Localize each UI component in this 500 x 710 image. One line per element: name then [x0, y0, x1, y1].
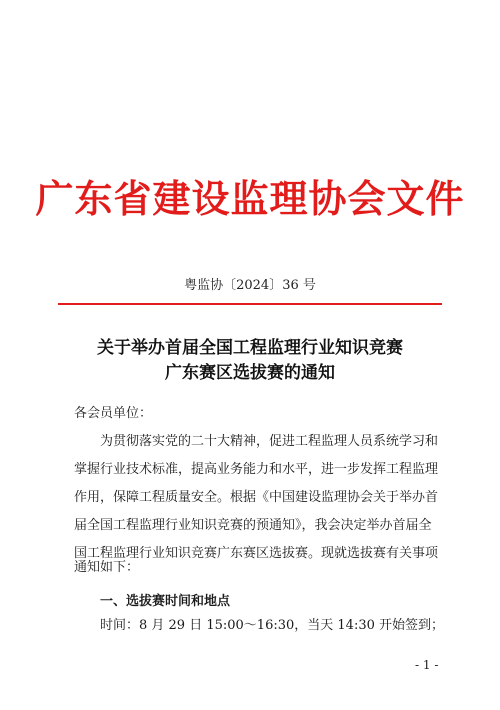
body-paragraph-line-1: 为贯彻落实党的二十大精神，促进工程监理人员系统学习和 — [100, 434, 439, 449]
body-paragraph-line-5: 国工程监理行业知识竞赛广东赛区选拔赛。现就选拔赛有关事项 — [74, 546, 439, 561]
body-paragraph-line-2: 掌握行业技术标准，提高业务能力和水平，进一步发挥工程监理 — [74, 462, 439, 477]
notice-title-line-1: 关于举办首届全国工程监理行业知识竞赛 — [97, 338, 403, 358]
red-separator-line — [58, 303, 442, 305]
page-number: - 1 - — [415, 658, 439, 672]
body-paragraph-line-3: 作用，保障工程质量安全。根据《中国建设监理协会关于举办首 — [74, 490, 439, 505]
section-heading-time-location: 一、选拔赛时间和地点 — [100, 594, 231, 609]
salutation: 各会员单位： — [74, 406, 153, 421]
body-paragraph-line-6: 通知如下： — [74, 560, 140, 575]
masthead-title: 广东省建设监理协会文件 — [35, 176, 465, 221]
time-detail-line: 时间：8 月 29 日 15:00～16:30，当天 14:30 开始签到； — [100, 618, 444, 633]
notice-title-line-2: 广东赛区选拔赛的通知 — [165, 363, 335, 383]
document-number: 粤监协〔2024〕36 号 — [184, 278, 316, 293]
body-paragraph-line-4: 届全国工程监理行业知识竞赛的预通知》，我会决定举办首届全 — [74, 518, 432, 533]
